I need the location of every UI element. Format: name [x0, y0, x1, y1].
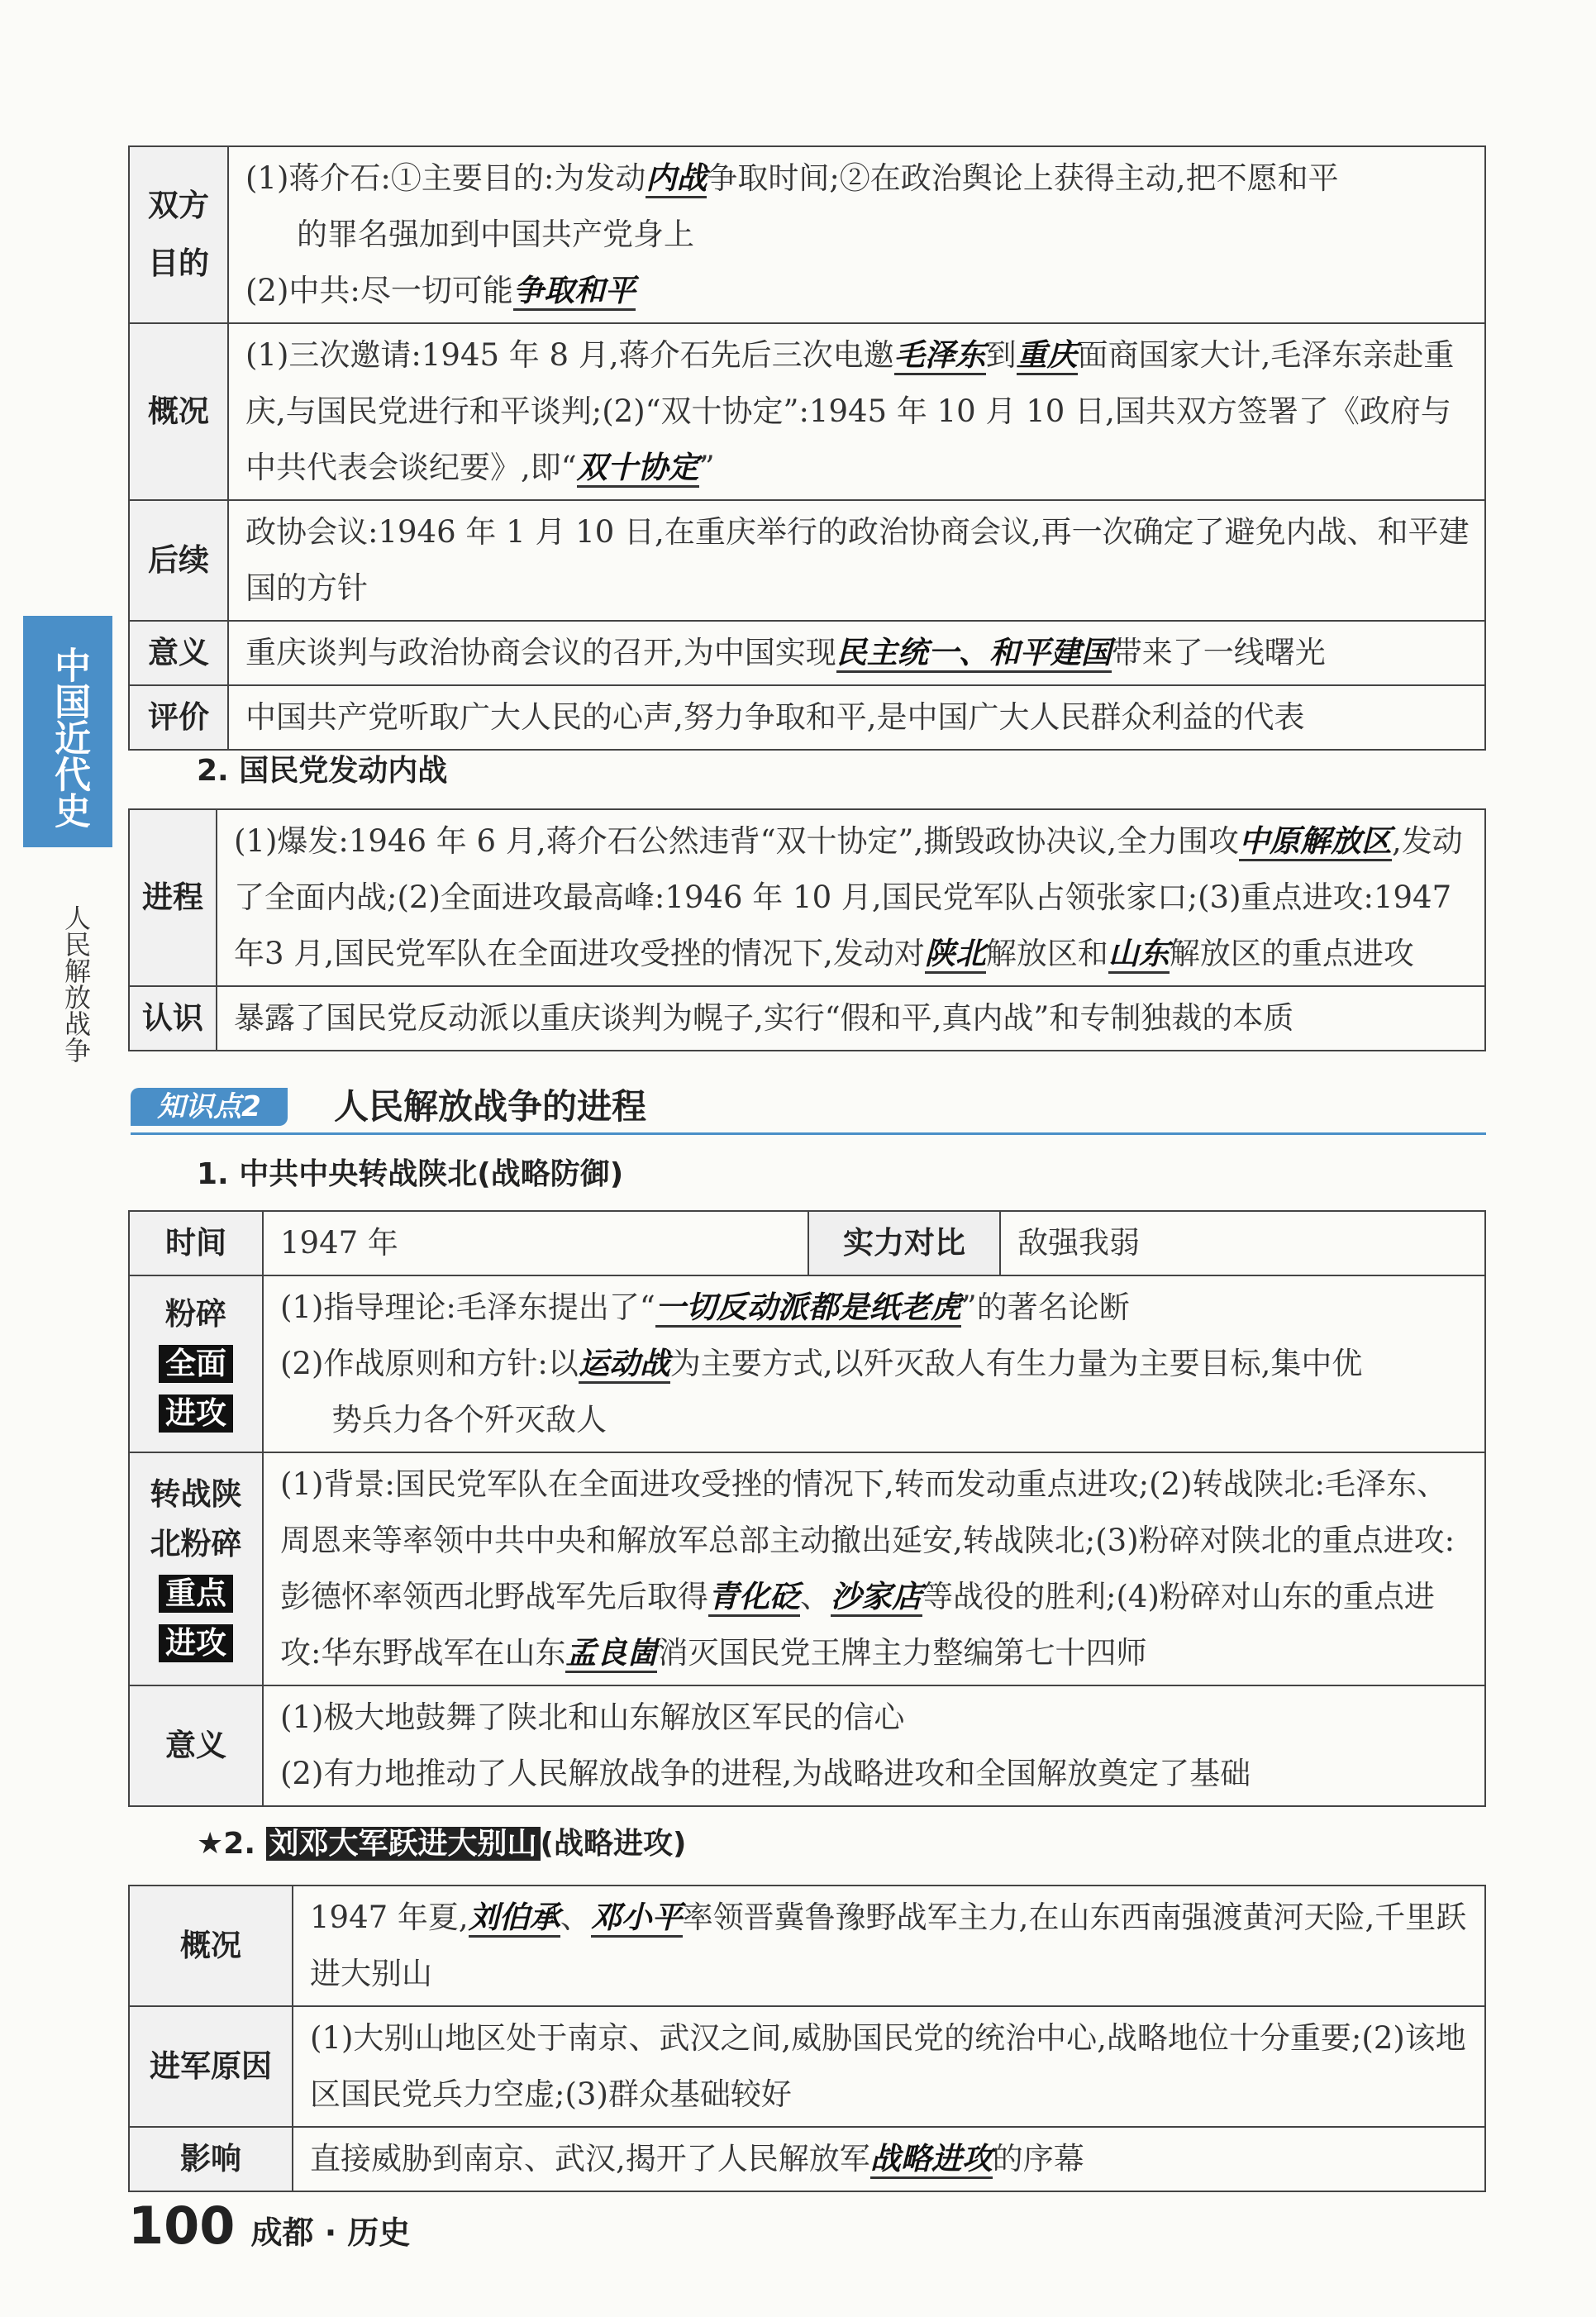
table-row	[129, 685, 1485, 750]
text: (2)中共:尽一切可能	[245, 273, 513, 308]
row-header: 进程	[129, 809, 217, 986]
row-header: 后续	[129, 500, 228, 621]
table-civil-war	[128, 808, 1486, 1051]
keyword: 沙家店	[831, 1579, 922, 1617]
text: 、	[560, 1900, 591, 1935]
header-tag: 进攻	[159, 1624, 233, 1662]
keyword: 争取和平	[513, 273, 636, 311]
text: (1)极大地鼓舞了陕北和山东解放区军民的信心	[280, 1700, 905, 1735]
table-row	[129, 1211, 1485, 1275]
header-line: 转战陕	[150, 1476, 242, 1512]
keyword: 运动战	[579, 1346, 670, 1384]
text: 直接威胁到南京、武汉,揭开了人民解放军	[310, 2141, 870, 2176]
table-row	[129, 1685, 1485, 1806]
text: 等战役的胜利;(4)粉碎对山东的重点进攻:华东野战军在山东	[280, 1579, 1435, 1671]
row-content	[228, 621, 1485, 685]
row-header: 认识	[129, 986, 217, 1051]
text: 争取时间;②在政治舆论上获得主动,把不愿和平	[707, 160, 1339, 196]
row-content	[228, 146, 1485, 323]
power-header: 实力对比	[808, 1211, 1000, 1275]
row-content: 中国共产党听取广大人民的心声,努力争取和平,是中国广大人民群众利益的代表	[228, 685, 1485, 750]
keyword: 内战	[646, 160, 707, 198]
row-content	[263, 1685, 1485, 1806]
table-row	[129, 146, 1485, 323]
keyword: 邓小平	[591, 1900, 683, 1938]
row-content: 政协会议:1946 年 1 月 10 日,在重庆举行的政治协商会议,再一次确定了避免内战、和平建国的方针	[228, 500, 1485, 621]
footer-label: 成都 · 历史	[250, 2214, 411, 2251]
row-content	[293, 1886, 1485, 2006]
row-header: 双方目的	[129, 146, 228, 323]
text: (1)三次邀请:1945 年 8 月,蒋介石先后三次电邀	[245, 337, 894, 373]
keyword: 中原解放区	[1239, 823, 1392, 861]
header-tag: 重点	[159, 1575, 233, 1613]
text: 重庆谈判与政治协商会议的召开,为中国实现	[245, 635, 836, 670]
header-tag: 全面	[159, 1345, 233, 1383]
table-row	[129, 621, 1485, 685]
table-row	[129, 500, 1485, 621]
header-tag: 进攻	[159, 1394, 233, 1433]
table-row	[129, 323, 1485, 500]
text: (2)有力地推动了人民解放战争的进程,为战略进攻和全国解放奠定了基础	[280, 1756, 1251, 1791]
row-header	[129, 1452, 263, 1685]
keyword: 青化砭	[708, 1579, 800, 1617]
text: 消灭国民党王牌主力整编第七十四师	[657, 1635, 1147, 1671]
heading-suffix: (战略进攻)	[540, 1827, 687, 1861]
row-content	[228, 323, 1485, 500]
page-number: 100	[128, 2195, 236, 2256]
row-content	[263, 1452, 1485, 1685]
text: (1)蒋介石:①主要目的:为发动	[245, 160, 646, 196]
text: (1)爆发:1946 年 6 月,蒋介石公然违背“双十协定”,撕毁政协决议,全力围攻	[234, 823, 1239, 859]
section-label: 人民解放战争	[60, 904, 92, 1063]
keyword: 一切反动派都是纸老虎	[655, 1290, 961, 1328]
highlighted-title: 刘邓大军跃进大别山	[266, 1827, 541, 1861]
text: 到	[985, 337, 1017, 373]
table-row	[129, 1452, 1485, 1685]
keyword: 双十协定	[577, 450, 699, 488]
power-value: 敌强我弱	[1000, 1211, 1485, 1275]
row-content	[217, 809, 1485, 986]
table-row	[129, 1886, 1485, 2006]
knowledge-badge: 知识点2	[131, 1088, 288, 1126]
row-header: 概况	[129, 323, 228, 500]
table-row	[129, 2127, 1485, 2191]
table-dabie-mountain	[128, 1885, 1486, 2192]
section-heading: 2. 国民党发动内战	[197, 754, 448, 788]
chapter-title: 中国近代史	[48, 646, 90, 828]
row-header: 时间	[129, 1211, 263, 1275]
text: ”的著名论断	[960, 1290, 1130, 1325]
row-header: 进军原因	[129, 2006, 293, 2127]
section-heading: 1. 中共中央转战陕北(战略防御)	[197, 1157, 624, 1191]
star-prefix: ★2.	[197, 1827, 266, 1861]
chapter-tab	[23, 616, 112, 847]
row-header: 意义	[129, 1685, 263, 1806]
text: 解放区和	[985, 936, 1108, 971]
text: (1)背景:国民党军队在全面进攻受挫的情况下,转而发动重点进攻;(2)转战陕北:毛泽东、周恩来等率领中共中央和解放军总部主动撤出延安,转战陕北;(3)粉碎对陕北的重点进攻:彭德怀率领西北野战军先后取得	[280, 1466, 1455, 1614]
time-value: 1947 年	[263, 1211, 808, 1275]
table-row	[129, 986, 1485, 1051]
header-line: 粉碎	[165, 1296, 226, 1332]
text: 率领晋冀鲁豫野战军主力,在山东西南强渡黄河天险,千里跃进大别山	[310, 1900, 1467, 1991]
table-row	[129, 809, 1485, 986]
row-content	[293, 2127, 1485, 2191]
text: (2)作战原则和方针:以	[280, 1346, 579, 1381]
row-header: 评价	[129, 685, 228, 750]
keyword: 陕北	[925, 936, 986, 974]
keyword: 孟良崮	[565, 1635, 657, 1673]
text: 的序幕	[992, 2141, 1084, 2176]
text: 势兵力各个歼灭敌人	[331, 1402, 607, 1437]
keyword: 刘伯承	[469, 1900, 560, 1938]
knowledge-point-banner	[131, 1083, 1486, 1135]
text: 解放区的重点进攻	[1169, 936, 1414, 971]
table-strategic-defense	[128, 1210, 1486, 1807]
text: 的罪名强加到中国共产党身上	[297, 217, 694, 252]
text: ,发动了全面内战;(2)全面进攻最高峰:1946 年 10 月,国民党军队占领张家口;(3)重点进攻:1947 年3 月,国民党军队在全面进攻受挫的情况下,发动对	[234, 823, 1463, 971]
table-row	[129, 1275, 1485, 1452]
text: ”	[698, 450, 715, 485]
row-content: (1)大别山地区处于南京、武汉之间,威胁国民党的统治中心,战略地位十分重要;(2)该地区国民党兵力空虚;(3)群众基础较好	[293, 2006, 1485, 2127]
keyword: 山东	[1108, 936, 1170, 974]
knowledge-title: 人民解放战争的进程	[334, 1086, 647, 1127]
text: 1947 年夏,	[310, 1900, 469, 1935]
text: 带来了一线曙光	[1111, 635, 1326, 670]
row-header: 意义	[129, 621, 228, 685]
keyword: 战略进攻	[870, 2141, 993, 2179]
row-content: 暴露了国民党反动派以重庆谈判为幌子,实行“假和平,真内战”和专制独裁的本质	[217, 986, 1485, 1051]
row-content	[263, 1275, 1485, 1452]
text: 面商国家大计,毛泽东亲赴重庆,与国民党进行和平谈判;(2)“双十协定”:1945 年 10 月 10 日,国共双方签署了《政府与中共代表会谈纪要》,即“	[245, 337, 1455, 485]
keyword: 毛泽东	[894, 337, 986, 375]
table-row	[129, 2006, 1485, 2127]
text: (1)指导理论:毛泽东提出了“	[280, 1290, 655, 1325]
row-header: 影响	[129, 2127, 293, 2191]
section-heading	[197, 1820, 686, 1862]
footer	[128, 2195, 410, 2262]
row-header	[129, 1275, 263, 1452]
text: 、	[800, 1579, 831, 1614]
text: 为主要方式,以歼灭敌人有生力量为主要目标,集中优	[669, 1346, 1363, 1381]
header-line: 北粉碎	[150, 1526, 242, 1561]
row-header: 概况	[129, 1886, 293, 2006]
table-chongqing-negotiation	[128, 145, 1486, 751]
keyword: 重庆	[1017, 337, 1078, 375]
keyword: 民主统一、和平建国	[836, 635, 1112, 673]
